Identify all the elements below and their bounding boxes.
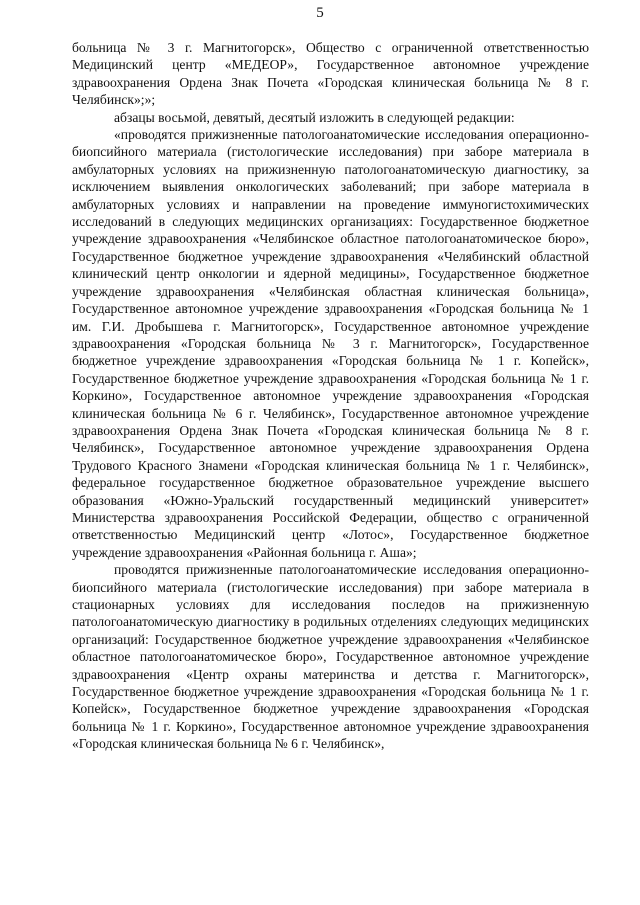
document-body xyxy=(72,39,589,753)
paragraph-amendment-intro: абзацы восьмой, девятый, десятый изложить в следующей редакции: xyxy=(114,109,515,125)
paragraph-outpatient-studies: «проводятся прижизненные патологоанатомические исследования операционно-биопсийного материала (гистологические исследования) при заборе материала в амбулаторных условиях на прижизненную патологоанатомическую диагностику, за исключением выявления онкологических заболеваний; при заборе материала в амбулаторных условиях и направлении на проведение иммуногистохимических исследований в следующих медицинских организациях: Государственное бюджетное учреждение здравоохранения «Челябинское областное патологоанатомическое бюро», Государственное бюджетное учреждение здравоохранения «Челябинский областной клинический центр онкологии и ядерной медицины», Государственное бюджетное учреждение здравоохранения «Челябинская областная клиническая больница», Государственное автономное учреждение здравоохранения «Городская больница № 1 им. Г.И. Дробышева г. Магнитогорск», Государственное автономное учреждение здравоохранения «Городская больница № 3 г. Магнитогорск», Государственное бюджетное учреждение здравоохранения «Городская больница № 1 г. Копейск», Государственное бюджетное учреждение здравоохранения «Городская больница № 1 г. Коркино», Государственное автономное учреждение здравоохранения «Городская клиническая больница № 6 г. Челябинск», Государственное автономное учреждение здравоохранения Ордена Знак Почета «Городская клиническая больница № 8 г. Челябинск», Государственное автономное учреждение здравоохранения Ордена Трудового Красного Знамени «Городская клиническая больница № 1 г. Челябинск», федеральное государственное бюджетное образовательное учреждение высшего образования «Южно-Уральский государственный медицинский университет» Министерства здравоохранения Российской Федерации, общество с ограниченной ответственностью Медицинский центр «Лотос», Государственное бюджетное учреждение здравоохранения «Районная больница г. Аша»; xyxy=(72,127,589,560)
paragraph-inpatient-studies: проводятся прижизненные патологоанатомические исследования операционно-биопсийного материала (гистологические исследования) при заборе материала в стационарных условиях для исследования последов на прижизненную патологоанатомическую диагностику в родильных отделениях следующих медицинских организаций: Государственное бюджетное учреждение здравоохранения «Челябинское областное патологоанатомическое бюро», Государственное автономное учреждение здравоохранения «Центр охраны материнства и детства г. Магнитогорск», Государственное бюджетное учреждение здравоохранения «Городская больница № 1 г. Копейск», Государственное бюджетное учреждение здравоохранения «Городская больница № 1 г. Коркино», Государственное автономное учреждение здравоохранения «Городская клиническая больница № 6 г. Челябинск», xyxy=(72,562,589,752)
paragraph-continuation: больница № 3 г. Магнитогорск», Общество с ограниченной ответственностью Медицинский центр «МЕДЕОР», Государственное автономное учреждение здравоохранения Ордена Знак Почета «Городская клиническая больница № 8 г. Челябинск»;»; xyxy=(72,40,589,108)
page-number: 5 xyxy=(316,5,324,21)
